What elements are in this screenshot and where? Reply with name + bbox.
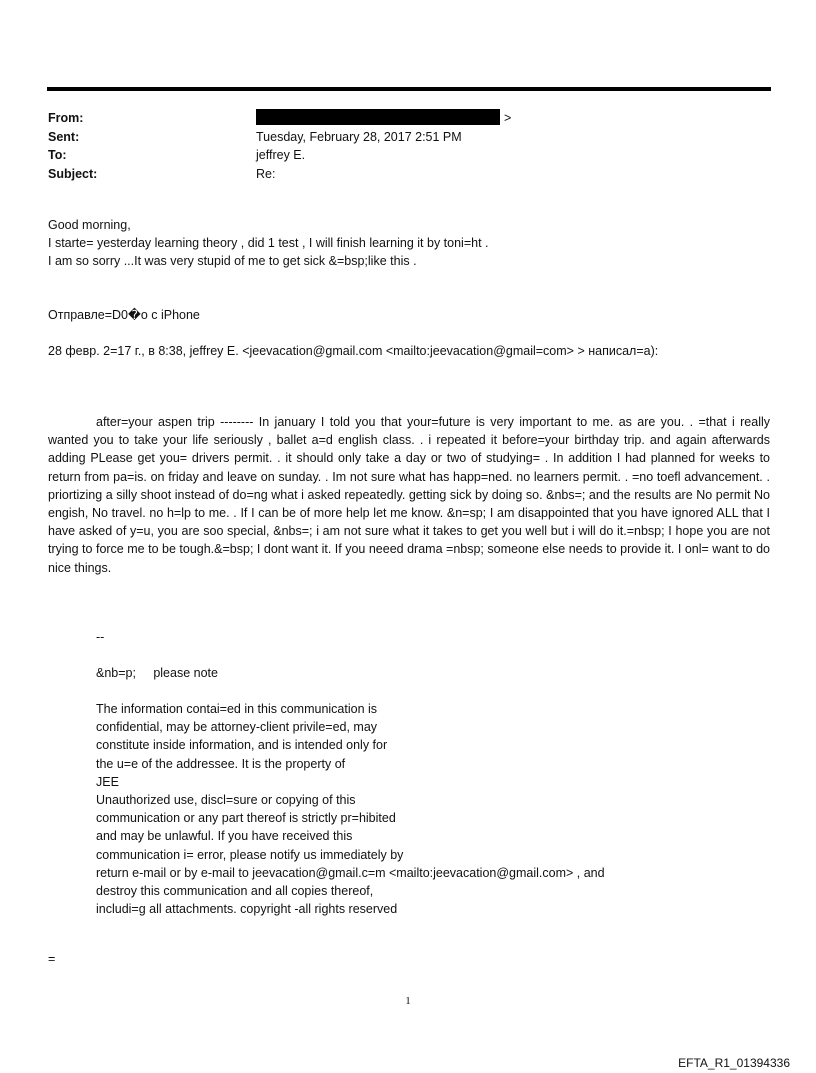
confidentiality-notice bbox=[96, 700, 605, 918]
reply-line-1: I starte= yesterday learning theory , did 1 test , I will finish learning it by toni=ht . bbox=[48, 236, 489, 251]
notice-line: Unauthorized use, discl=sure or copying of this bbox=[96, 793, 356, 808]
reply-greeting: Good morning, bbox=[48, 218, 131, 232]
trailing-equals: = bbox=[48, 952, 56, 966]
page-number: 1 bbox=[405, 995, 411, 1007]
quoted-body: after=your aspen trip -------- In january I told you that your=future is very important to me. as are you. . =that i really wanted you to take your life seriously , ballet a=d english class. . i repeated it before=your birthday trip. and again afterwards adding PLease get you= drivers permit. . it should only take a day or two of studying= . In addition I had planned for weeks to return from pa=is. on friday and leave on sunday. . Im not sure what has happ=ned. no learners permit. . =no toefl advancement. . priortizing a silly shoot instead of do=ng what i asked repeatedly. getting sick by doing so. &nbs=; and the results are No permit No engish, No travel. no h=lp to me. . If I can be of more help let me know. &n=sp; I am disappointed that you have ignored ALL that I have asked of y=u, you are soo special, &nbs=; i am not sure what it takes to get you well but i will do it.=nbsp; I hope you are not trying to force me to be tough.&=bsp; I dont want it. If you neeed drama =nbsp; someone else needs to provide it. I onl= want to do nice things. bbox=[48, 415, 770, 575]
subject-value: Re: bbox=[256, 166, 276, 181]
quote-header: 28 февр. 2=17 г., в 8:38, jeffrey E. <jeevacation@gmail.com <mailto:jeevacation@gmail=com> > написал=а): bbox=[48, 344, 659, 358]
from-label: From: bbox=[48, 111, 84, 125]
notice-line: constitute inside information, and is intended only for bbox=[96, 738, 388, 753]
to-label: To: bbox=[48, 148, 67, 162]
redaction-bar bbox=[256, 109, 500, 125]
notice-line: communication or any part thereof is strictly pr=hibited bbox=[96, 811, 396, 826]
sent-value: Tuesday, February 28, 2017 2:51 PM bbox=[256, 129, 462, 144]
reply-line-2: I am so sorry ...It was very stupid of me to get sick &=bsp;like this . bbox=[48, 254, 417, 269]
from-value bbox=[256, 109, 511, 128]
to-value: jeffrey E. bbox=[256, 148, 306, 162]
document-id: EFTA_R1_01394336 bbox=[678, 1056, 790, 1070]
iphone-signature: Отправле=D0�о с iPhone bbox=[48, 308, 200, 322]
header-rule bbox=[47, 87, 771, 91]
from-suffix: > bbox=[504, 111, 512, 125]
notice-dashes: -- bbox=[96, 630, 105, 644]
notice-line: confidential, may be attorney-client privile=ed, may bbox=[96, 720, 378, 735]
sent-label: Sent: bbox=[48, 129, 80, 144]
notice-line: and may be unlawful. If you have received this bbox=[96, 829, 353, 844]
notice-line: the u=e of the addressee. It is the property of bbox=[96, 756, 346, 771]
notice-line: JEE bbox=[96, 774, 119, 789]
notice-please-note: &nb=p; please note bbox=[96, 666, 218, 680]
subject-label: Subject: bbox=[48, 166, 98, 181]
notice-line: communication i= error, please notify us immediately by bbox=[96, 847, 404, 862]
notice-line: The information contai=ed in this communication is bbox=[96, 702, 378, 716]
reply-body bbox=[48, 216, 770, 271]
notice-line: return e-mail or by e-mail to jeevacation@gmail.c=m <mailto:jeevacation@gmail.com> , and bbox=[96, 865, 605, 880]
notice-line: destroy this communication and all copies thereof, bbox=[96, 884, 374, 899]
notice-line: includi=g all attachments. copyright -all rights reserved bbox=[96, 902, 398, 917]
